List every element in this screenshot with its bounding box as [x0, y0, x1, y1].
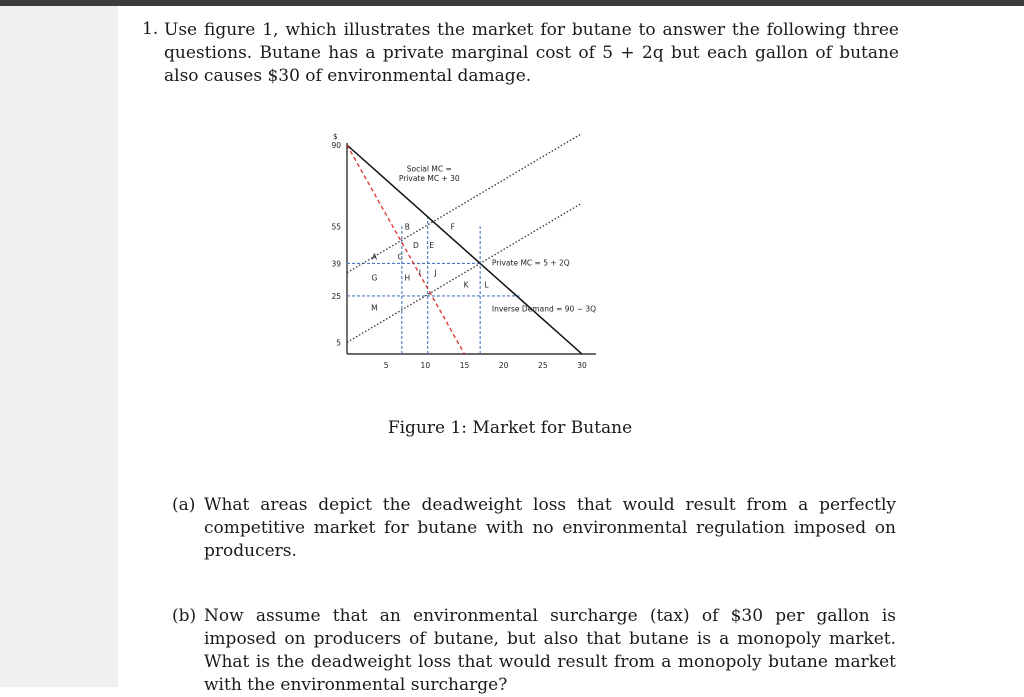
x-tick-25: 25	[538, 361, 548, 370]
label-inverse-demand: Inverse Demand = 90 − 3Q	[491, 304, 597, 314]
series-social-mc-private-mc-30	[347, 133, 582, 272]
series-private-mc-5-2q	[347, 203, 582, 342]
region-label-e: E	[429, 240, 434, 250]
y-axis-symbol: $	[333, 132, 338, 141]
subquestion-a-text: What areas depict the deadweight loss that would result from a perfectly competitive market for butane with no environmental regulation imposed on producers.	[204, 495, 896, 561]
label-social-mc-line1: Social MC =	[406, 164, 452, 174]
x-tick-15: 15	[459, 361, 470, 370]
series-inverse-demand-90-3q	[347, 145, 582, 354]
region-label-c: C	[397, 252, 403, 262]
subquestion-b-label: (b)	[172, 606, 197, 626]
left-gutter	[0, 0, 118, 687]
figure-1	[320, 130, 620, 375]
region-label-g: G	[371, 273, 378, 283]
x-tick-20: 20	[498, 361, 509, 370]
subquestion-a-label: (a)	[172, 495, 196, 515]
region-label-b: B	[404, 222, 410, 232]
y-tick-90: 90	[331, 141, 341, 150]
x-tick-5: 5	[383, 361, 389, 370]
y-tick-55: 55	[331, 222, 341, 232]
region-label-l: L	[484, 280, 489, 290]
region-label-a: A	[371, 252, 377, 262]
region-label-j: J	[434, 268, 437, 278]
question-text: Use figure 1, which illustrates the market for butane to answer the following three questions. Butane has a private marginal cost of 5 + 2q but each gallon of butane also causes $30 of environmental damage.	[164, 20, 899, 86]
y-tick-25: 25	[331, 291, 341, 301]
x-tick-10: 10	[420, 361, 431, 370]
figure-caption: Figure 1: Market for Butane	[387, 418, 633, 438]
region-label-d: D	[413, 240, 419, 250]
subquestion-b-text: Now assume that an environmental surcharge (tax) of $30 per gallon is imposed on producers of butane, but also that butane is a monopoly market. What is the deadweight loss that would result from a monopoly butane market with the environmental surcharge?	[204, 606, 896, 695]
question-number: 1.	[142, 19, 159, 39]
y-tick-39: 39	[331, 259, 341, 269]
region-label-f: F	[450, 222, 455, 232]
region-label-h: H	[404, 273, 411, 283]
region-label-m: M	[371, 303, 378, 313]
x-tick-30: 30	[577, 361, 587, 370]
region-label-k: K	[463, 280, 469, 290]
market-chart	[320, 130, 620, 375]
y-tick-5: 5	[336, 338, 341, 348]
region-label-i: I	[418, 268, 421, 278]
label-social-mc-line2: Private MC + 30	[398, 173, 460, 183]
label-private-mc: Private MC = 5 + 2Q	[491, 258, 570, 268]
